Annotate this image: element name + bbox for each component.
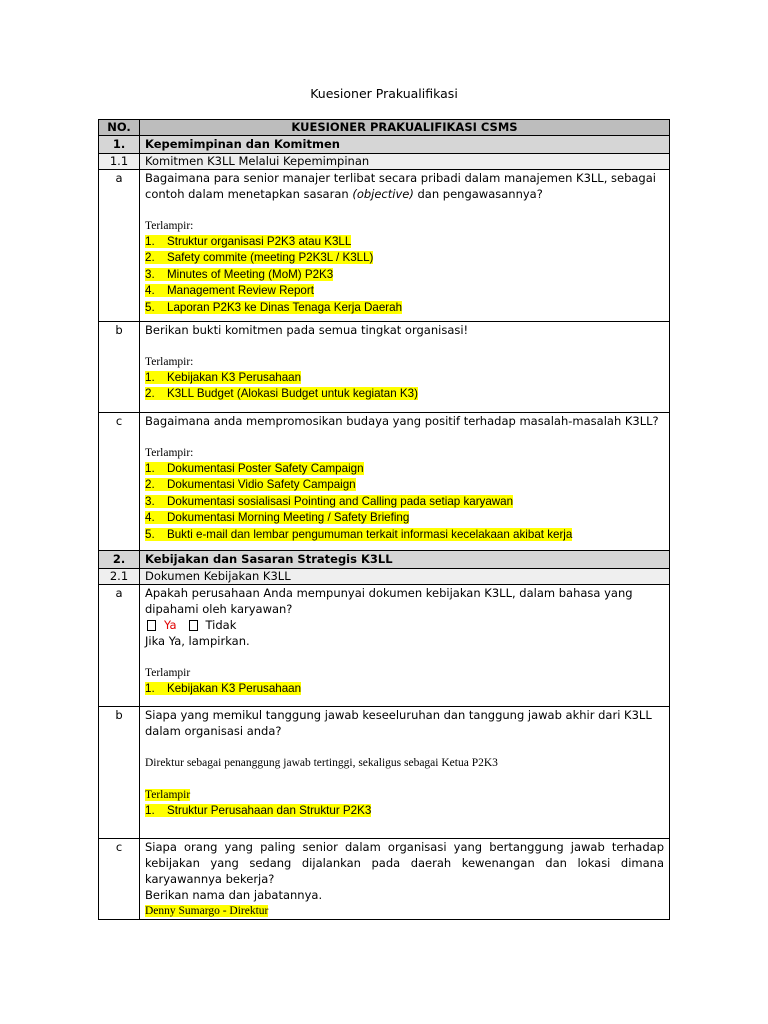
- list-item: 2. Safety commite (meeting P2K3L / K3LL): [145, 251, 374, 265]
- question-letter: b: [99, 322, 140, 413]
- subsection-title: Komitmen K3LL Melalui Kepemimpinan: [140, 154, 670, 170]
- no-checkbox[interactable]: [189, 620, 198, 631]
- list-item: 2. K3LL Budget (Alokasi Budget untuk kegiatan K3): [145, 387, 418, 401]
- attachment-label: Terlampir:: [145, 220, 194, 232]
- question-text: Siapa orang yang paling senior dalam organisasi yang bertanggung jawab terhadap kebijakan yang sedang dijalankan pada daerah kewenangan dan lokasi dimana karyawannya bekerja?: [145, 840, 664, 886]
- attachment-list: [145, 234, 664, 316]
- no-option-label: Tidak: [205, 618, 237, 632]
- question-letter: a: [99, 585, 140, 707]
- subsection-number: 2.1: [99, 569, 140, 585]
- question-row: [99, 322, 670, 413]
- question-text: Berikan bukti komitmen pada semua tingkat organisasi!: [145, 323, 469, 337]
- question-text: Apakah perusahaan Anda mempunyai dokumen kebijakan K3LL, dalam bahasa yang dipahami oleh karyawan?: [145, 586, 633, 616]
- list-item: 1. Kebijakan K3 Perusahaan: [145, 371, 302, 384]
- attachment-list: [145, 803, 664, 819]
- question-letter: c: [99, 839, 140, 920]
- question-row: [99, 170, 670, 322]
- attachment-list: [145, 461, 664, 543]
- subsection-title: Dokumen Kebijakan K3LL: [140, 569, 670, 585]
- question-letter: b: [99, 707, 140, 839]
- question-row: [99, 839, 670, 920]
- yes-checkbox[interactable]: [147, 620, 156, 631]
- question-letter: c: [99, 413, 140, 551]
- list-item: 4. Management Review Report: [145, 284, 314, 298]
- answer-text: Denny Sumargo - Direktur: [145, 905, 269, 917]
- list-item: 5. Laporan P2K3 ke Dinas Tenaga Kerja Daerah: [145, 300, 403, 314]
- table-header-row: [99, 120, 670, 136]
- header-no: NO.: [99, 120, 140, 136]
- followup-text: Jika Ya, lampirkan.: [145, 634, 250, 648]
- list-item: 4. Dokumentasi Morning Meeting / Safety Briefing: [145, 511, 410, 525]
- section-number: 2.: [99, 551, 140, 569]
- subsection-row: [99, 154, 670, 170]
- section-row: [99, 136, 670, 154]
- attachment-label: Terlampir: [145, 667, 191, 679]
- answer-text: Direktur sebagai penanggung jawab tertinggi, sekaligus sebagai Ketua P2K3: [145, 757, 498, 769]
- question-text: Siapa yang memikul tanggung jawab keseeluruhan dan tanggung jawab akhir dari K3LL dalam organisasi anda?: [145, 708, 652, 738]
- question-row: [99, 585, 670, 707]
- question-letter: a: [99, 170, 140, 322]
- question-text: Bagaimana anda mempromosikan budaya yang positif terhadap masalah-masalah K3LL?: [145, 414, 659, 428]
- attachment-label: Terlampir:: [145, 356, 194, 368]
- question-row: [99, 707, 670, 839]
- followup-text: Berikan nama dan jabatannya.: [145, 888, 323, 902]
- section-title: Kebijakan dan Sasaran Strategis K3LL: [140, 551, 670, 569]
- question-text: Bagaimana para senior manajer terlibat secara pribadi dalam manajemen K3LL, sebagai contoh dalam menetapkan sasaran (objective) dan pengawasannya?: [145, 171, 656, 201]
- attachment-list: [145, 370, 664, 403]
- header-title: KUESIONER PRAKUALIFIKASI CSMS: [140, 120, 670, 136]
- document-title: Kuesioner Prakualifikasi: [310, 86, 458, 101]
- yes-option-label: Ya: [164, 618, 177, 632]
- questionnaire-table: [98, 119, 670, 920]
- attachment-label: Terlampir: [145, 789, 191, 801]
- attachment-list: [145, 681, 664, 697]
- list-item: 3. Dokumentasi sosialisasi Pointing and Calling pada setiap karyawan: [145, 494, 514, 508]
- list-item: 1. Struktur Perusahaan dan Struktur P2K3: [145, 804, 372, 817]
- list-item: 1. Struktur organisasi P2K3 atau K3LL: [145, 235, 352, 248]
- question-row: [99, 413, 670, 551]
- section-row: [99, 551, 670, 569]
- list-item: 1. Dokumentasi Poster Safety Campaign: [145, 462, 364, 475]
- list-item: 1. Kebijakan K3 Perusahaan: [145, 682, 302, 695]
- attachment-label: Terlampir:: [145, 447, 194, 459]
- subsection-row: [99, 569, 670, 585]
- list-item: 3. Minutes of Meeting (MoM) P2K3: [145, 267, 334, 281]
- list-item: 5. Bukti e-mail dan lembar pengumuman terkait informasi kecelakaan akibat kerja: [145, 527, 573, 541]
- section-number: 1.: [99, 136, 140, 154]
- list-item: 2. Dokumentasi Vidio Safety Campaign: [145, 478, 356, 492]
- subsection-number: 1.1: [99, 154, 140, 170]
- section-title: Kepemimpinan dan Komitmen: [140, 136, 670, 154]
- yes-no-choice: [145, 617, 664, 633]
